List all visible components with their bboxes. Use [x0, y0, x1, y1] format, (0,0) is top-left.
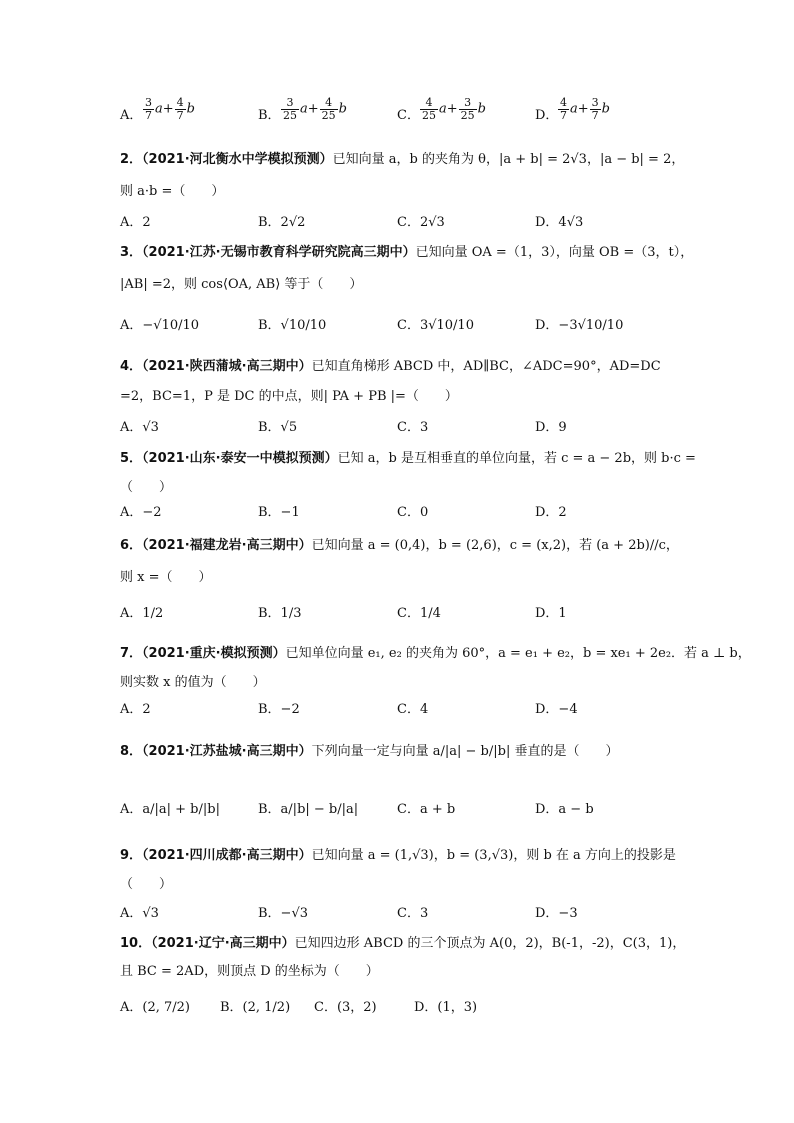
- q6-option-a: A．1/2: [120, 606, 164, 621]
- q5-text: 已知 a，b 是互相垂直的单位向量，若 c = a − 2b，则 b·c =: [337, 451, 696, 466]
- question-4: [120, 355, 661, 374]
- q1-option-c: C．: [397, 108, 420, 123]
- q10-text: 已知四边形 ABCD 的三个顶点为 A(0，2)，B(-1，-2)，C(3，1)，: [294, 936, 686, 951]
- question-3: [120, 241, 693, 260]
- q10-option-b: B．(2, 1/2): [220, 1000, 291, 1015]
- q2-text: 已知向量 a，b 的夹角为 θ，|a + b| = 2√3，|a − b| = 2，: [332, 152, 685, 167]
- q4-title: 4．（2021·陕西蒲城·高三期中）: [120, 359, 312, 374]
- q6-title: 6．（2021·福建龙岩·高三期中）: [120, 538, 312, 553]
- q6-text: 已知向量 a = (0,4)，b = (2,6)，c = (x,2)，若 (a + 2b)//c，: [311, 538, 679, 553]
- q1-option-d-expr: $\frac{4}{7}$ a+ $\frac{3}{7}$ b: [560, 96, 610, 122]
- q6-text2: 则 x =（ ）: [120, 570, 212, 585]
- question-5: [120, 447, 696, 466]
- q5-option-a: A．−2: [120, 505, 162, 520]
- q1-option-b: B．: [258, 108, 281, 123]
- q9-text: 已知向量 a = (1,√3)，b = (3,√3)，则 b 在 a 方向上的投影是: [311, 848, 676, 863]
- q5-option-c: C．0: [397, 505, 429, 520]
- q3-option-c: C．3√10/10: [397, 318, 474, 333]
- q2-option-d: D．4√3: [535, 215, 584, 230]
- q6-option-d: D．1: [535, 606, 567, 621]
- q2-text2: 则 a·b =（ ）: [120, 184, 225, 199]
- q3-option-d: D．−3√10/10: [535, 318, 624, 333]
- q2-title: 2．（2021·河北衡水中学模拟预测）: [120, 152, 333, 167]
- q3-option-b: B．√10/10: [258, 318, 327, 333]
- q7-option-b: B．−2: [258, 702, 300, 717]
- q7-option-a: A．2: [120, 702, 151, 717]
- q8-text: 下列向量一定与向量 a/|a| − b/|b| 垂直的是（ ）: [311, 744, 619, 759]
- q2-option-a: A．2: [120, 215, 151, 230]
- q3-text2: |AB| =2，则 cos⟨OA, AB⟩ 等于（ ）: [120, 277, 363, 292]
- question-2: [120, 148, 684, 167]
- question-8: [120, 740, 618, 759]
- q1-option-c-expr: $\frac{4}{25}$ a+ $\frac{3}{25}$ b: [422, 96, 486, 122]
- q7-text: 已知单位向量 e₁, e₂ 的夹角为 60°，a = e₁ + e₂，b = xe₁ + 2e₂．若 a ⊥ b，: [285, 646, 751, 661]
- q9-text2: （ ）: [120, 877, 173, 892]
- q4-option-d: D．9: [535, 420, 567, 435]
- q1-option-b-expr: $\frac{3}{25}$ a+ $\frac{4}{25}$ b: [283, 96, 347, 122]
- q9-option-d: D．−3: [535, 906, 578, 921]
- q5-title: 5．（2021·山东·泰安一中模拟预测）: [120, 451, 338, 466]
- q6-option-c: C．1/4: [397, 606, 441, 621]
- q10-option-c: C．(3，2): [314, 1000, 377, 1015]
- q5-text2: （ ）: [120, 480, 173, 495]
- q4-option-a: A．√3: [120, 420, 159, 435]
- q3-title: 3．（2021·江苏·无锡市教育科学研究院高三期中）: [120, 245, 416, 260]
- q9-option-a: A．√3: [120, 906, 159, 921]
- q3-text: 已知向量 OA =（1，3），向量 OB =（3，t），: [415, 245, 694, 260]
- q4-text: 已知直角梯形 ABCD 中，AD∥BC，∠ADC=90°，AD=DC: [311, 359, 661, 374]
- q10-option-a: A．(2, 7/2): [120, 1000, 190, 1015]
- q7-text2: 则实数 x 的值为（ ）: [120, 675, 266, 690]
- question-9: [120, 844, 676, 863]
- q7-title: 7．（2021·重庆·模拟预测）: [120, 646, 286, 661]
- q2-option-b: B．2√2: [258, 215, 306, 230]
- q7-option-d: D．−4: [535, 702, 578, 717]
- q9-title: 9．（2021·四川成都·高三期中）: [120, 848, 312, 863]
- q8-option-c: C．a + b: [397, 802, 456, 817]
- q10-option-d: D．(1，3): [414, 1000, 478, 1015]
- q1-option-a: A．: [120, 108, 143, 123]
- q8-option-a: A．a/|a| + b/|b|: [120, 802, 220, 817]
- q5-option-d: D．2: [535, 505, 567, 520]
- q10-text2: 且 BC = 2AD，则顶点 D 的坐标为（ ）: [120, 964, 379, 979]
- q9-option-c: C．3: [397, 906, 429, 921]
- question-7: [120, 642, 751, 661]
- q9-option-b: B．−√3: [258, 906, 309, 921]
- question-6: [120, 534, 679, 553]
- q1-option-d: D．: [535, 108, 559, 123]
- q3-option-a: A．−√10/10: [120, 318, 200, 333]
- q7-option-c: C．4: [397, 702, 429, 717]
- q8-title: 8．（2021·江苏盐城·高三期中）: [120, 744, 312, 759]
- q4-text2: =2，BC=1，P 是 DC 的中点，则| PA + PB |=（ ）: [120, 389, 458, 404]
- q10-title: 10．（2021·辽宁·高三期中）: [120, 936, 295, 951]
- question-10: [120, 932, 685, 951]
- q5-option-b: B．−1: [258, 505, 300, 520]
- q4-option-c: C．3: [397, 420, 429, 435]
- q4-option-b: B．√5: [258, 420, 298, 435]
- q2-option-c: C．2√3: [397, 215, 445, 230]
- q8-option-b: B．a/|b| − b/|a|: [258, 802, 359, 817]
- q1-option-a-expr: $\frac{3}{7}$ a+ $\frac{4}{7}$ b: [145, 96, 195, 122]
- q6-option-b: B．1/3: [258, 606, 302, 621]
- q8-option-d: D．a − b: [535, 802, 594, 817]
